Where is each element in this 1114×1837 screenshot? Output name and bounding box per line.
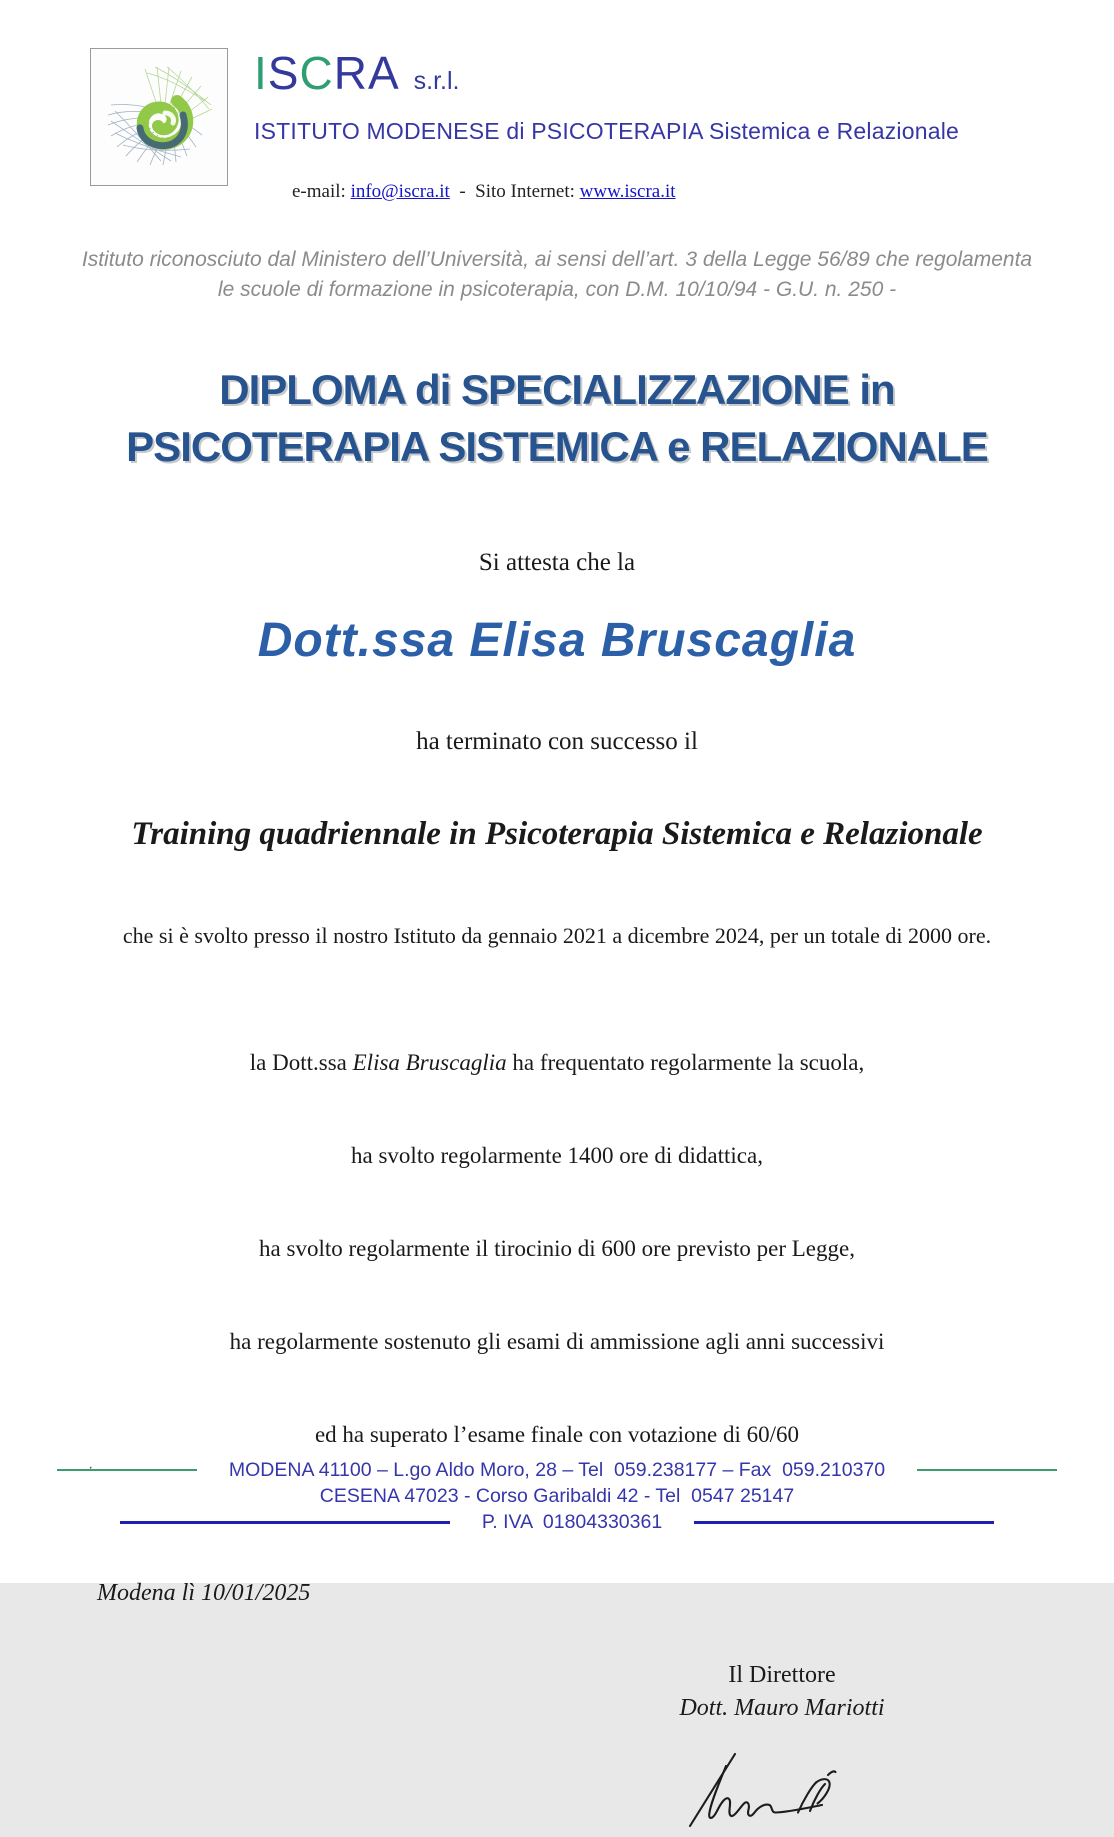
contact-line <box>254 159 959 225</box>
brand-letter: I <box>254 47 268 99</box>
director-name: Dott. Mauro Mariotti <box>679 1694 885 1721</box>
accreditation-line2: le scuole di formazione in psicoterapia, con D.M. 10/10/94 - G.U. n. 250 - <box>217 278 897 302</box>
recipient-name: Dott.ssa Elisa Bruscaglia <box>257 614 857 668</box>
director-role: Il Direttore <box>728 1662 836 1689</box>
institute-subtitle: ISTITUTO MODENESE di PSICOTERAPIA Sistemica e Relazionale <box>254 118 960 144</box>
diploma-title-line2: PSICOTERAPIA SISTEMICA e RELAZIONALE <box>126 422 988 470</box>
footer-row-modena <box>0 1457 1114 1483</box>
accreditation-note <box>0 245 1114 306</box>
period-line: che si è svolto presso il nostro Istituto da gennaio 2021 a dicembre 2024, per un totale di 2000 ore. <box>122 923 992 949</box>
brand-letter: R <box>333 47 368 99</box>
website-link[interactable]: www.iscra.it <box>579 181 676 202</box>
header <box>0 0 1114 225</box>
footer-address-modena: MODENA 41100 – L.go Aldo Moro, 28 – Tel 059.238177 – Fax 059.210370 <box>228 1459 886 1481</box>
diploma-title-line1: DIPLOMA di SPECIALIZZAZIONE in <box>219 365 895 413</box>
detail-line-3: ha svolto regolarmente il tirocinio di 600 ore previsto per Legge, <box>259 1236 855 1262</box>
footer <box>0 1457 1114 1535</box>
email-link[interactable]: info@iscra.it <box>350 181 450 202</box>
brand-letter: C <box>299 47 334 99</box>
detail-line-1 <box>0 1051 1114 1074</box>
detail-line-5: ed ha superato l’esame finale con votazione di 60/60 <box>314 1422 800 1448</box>
header-text <box>254 48 959 225</box>
course-title: Training quadriennale in Psicoterapia Sistemica e Relazionale <box>131 816 983 853</box>
detail-line-1-suffix: ha frequentato regolarmente la scuola, <box>506 1050 865 1076</box>
attest-line: Si attesta che la <box>478 549 636 577</box>
footer-blue-rule-left <box>120 1521 450 1524</box>
footer-blue-rule-right <box>694 1521 994 1524</box>
iscra-logo <box>90 48 228 186</box>
director-block <box>602 1659 962 1724</box>
footer-row-piva <box>0 1509 1114 1535</box>
brand-letter: A <box>367 47 400 99</box>
details-block <box>0 1005 1114 1516</box>
footer-green-rule-left <box>57 1469 197 1471</box>
detail-line-4: ha regolarmente sostenuto gli esami di ammissione agli anni successivi <box>229 1329 885 1355</box>
spiral-logo-icon <box>95 53 223 181</box>
accreditation-line1: Istituto riconosciuto dal Ministero dell’Università, ai sensi dell’art. 3 della Legge 56/89 che regolamenta <box>81 248 1033 271</box>
contact-separator: - Sito Internet: <box>449 181 580 202</box>
footer-bullet: · <box>88 1459 94 1476</box>
detail-line-1-prefix: la Dott.ssa <box>249 1050 353 1076</box>
date-place-line: Modena lì 10/01/2025 <box>97 1580 311 1607</box>
detail-line-1-name: Elisa Bruscaglia <box>352 1050 507 1076</box>
footer-row-cesena <box>0 1483 1114 1509</box>
signature <box>674 1742 924 1837</box>
brand-suffix: s.r.l. <box>413 67 460 95</box>
completed-line: ha terminato con successo il <box>416 728 698 756</box>
footer-piva: P. IVA 01804330361 <box>481 1511 663 1533</box>
brand-letter: S <box>267 47 300 99</box>
brand-name <box>254 47 959 99</box>
signature-scribble-icon <box>674 1742 904 1832</box>
detail-line-2: ha svolto regolarmente 1400 ore di didattica, <box>351 1143 763 1169</box>
footer-address-cesena: CESENA 47023 - Corso Garibaldi 42 - Tel 0547 25147 <box>319 1485 795 1507</box>
footer-green-rule-right <box>917 1469 1057 1471</box>
email-label: e-mail: <box>292 181 351 202</box>
diploma-title <box>0 362 1114 475</box>
